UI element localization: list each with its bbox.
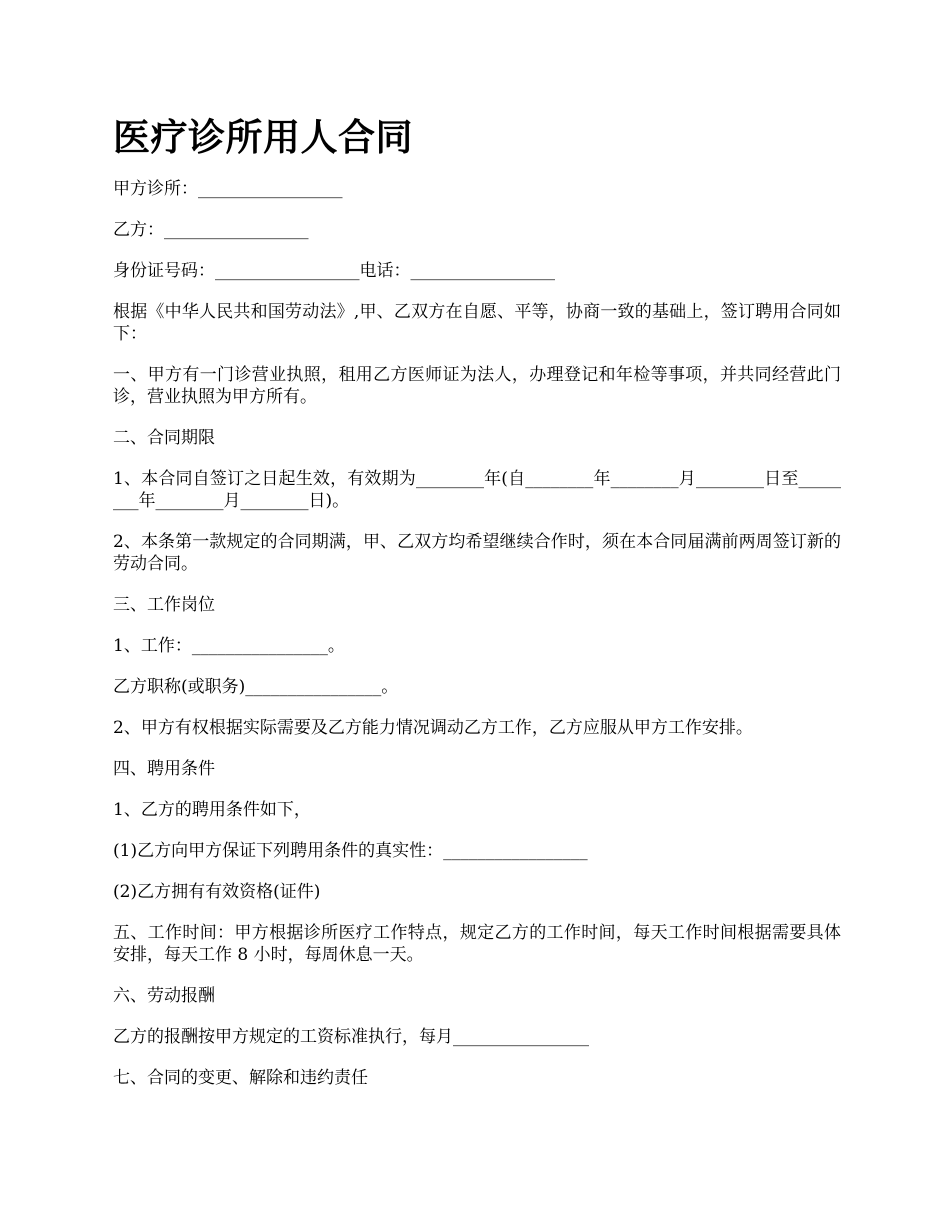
section-heading-remuneration: 六、劳动报酬 bbox=[113, 986, 215, 1006]
position-clause-1: 1、工作：________________。 bbox=[113, 636, 345, 656]
working-hours-paragraph: 五、工作时间：甲方根据诊所医疗工作特点，规定乙方的工作时间，每天工作时间根据需要具体安排，每天工作 8 小时，每周休息一天。 bbox=[113, 923, 841, 965]
conditions-clause-1: 1、乙方的聘用条件如下， bbox=[113, 800, 311, 820]
conditions-item-1: (1)乙方向甲方保证下列聘用条件的真实性：_________________ bbox=[113, 841, 588, 861]
section-heading-term: 二、合同期限 bbox=[113, 428, 215, 448]
preamble-paragraph: 根据《中华人民共和国劳动法》,甲、乙双方在自愿、平等，协商一致的基础上，签订聘用合同如下： bbox=[113, 302, 841, 344]
clause-1-paragraph: 一、甲方有一门诊营业执照，租用乙方医师证为法人，办理登记和年检等事项，并共同经营此门诊，营业执照为甲方所有。 bbox=[113, 365, 841, 407]
section-heading-changes: 七、合同的变更、解除和违约责任 bbox=[113, 1068, 368, 1088]
party-b-line: 乙方：_________________ bbox=[113, 220, 309, 240]
id-phone-line: 身份证号码：_________________电话：_________________ bbox=[113, 261, 555, 281]
section-heading-conditions: 四、聘用条件 bbox=[113, 759, 215, 779]
party-a-clinic-line: 甲方诊所：_________________ bbox=[113, 179, 343, 199]
position-title-line: 乙方职称(或职务)________________。 bbox=[113, 677, 399, 697]
conditions-item-2: (2)乙方拥有有效资格(证件) bbox=[113, 882, 321, 902]
document-page bbox=[113, 112, 841, 1108]
section-heading-position: 三、工作岗位 bbox=[113, 595, 215, 615]
term-clause-2: 2、本条第一款规定的合同期满，甲、乙双方均希望继续合作时，须在本合同届满前两周签订新的劳动合同。 bbox=[113, 532, 841, 574]
position-clause-2: 2、甲方有权根据实际需要及乙方能力情况调动乙方工作，乙方应服从甲方工作安排。 bbox=[113, 718, 753, 738]
document-title: 医疗诊所用人合同 bbox=[113, 116, 413, 159]
remuneration-paragraph: 乙方的报酬按甲方规定的工资标准执行，每月________________ bbox=[113, 1027, 589, 1047]
term-clause-1: 1、本合同自签订之日起生效，有效期为________年(自________年________月________日至________年________月________日)。 bbox=[113, 469, 841, 511]
